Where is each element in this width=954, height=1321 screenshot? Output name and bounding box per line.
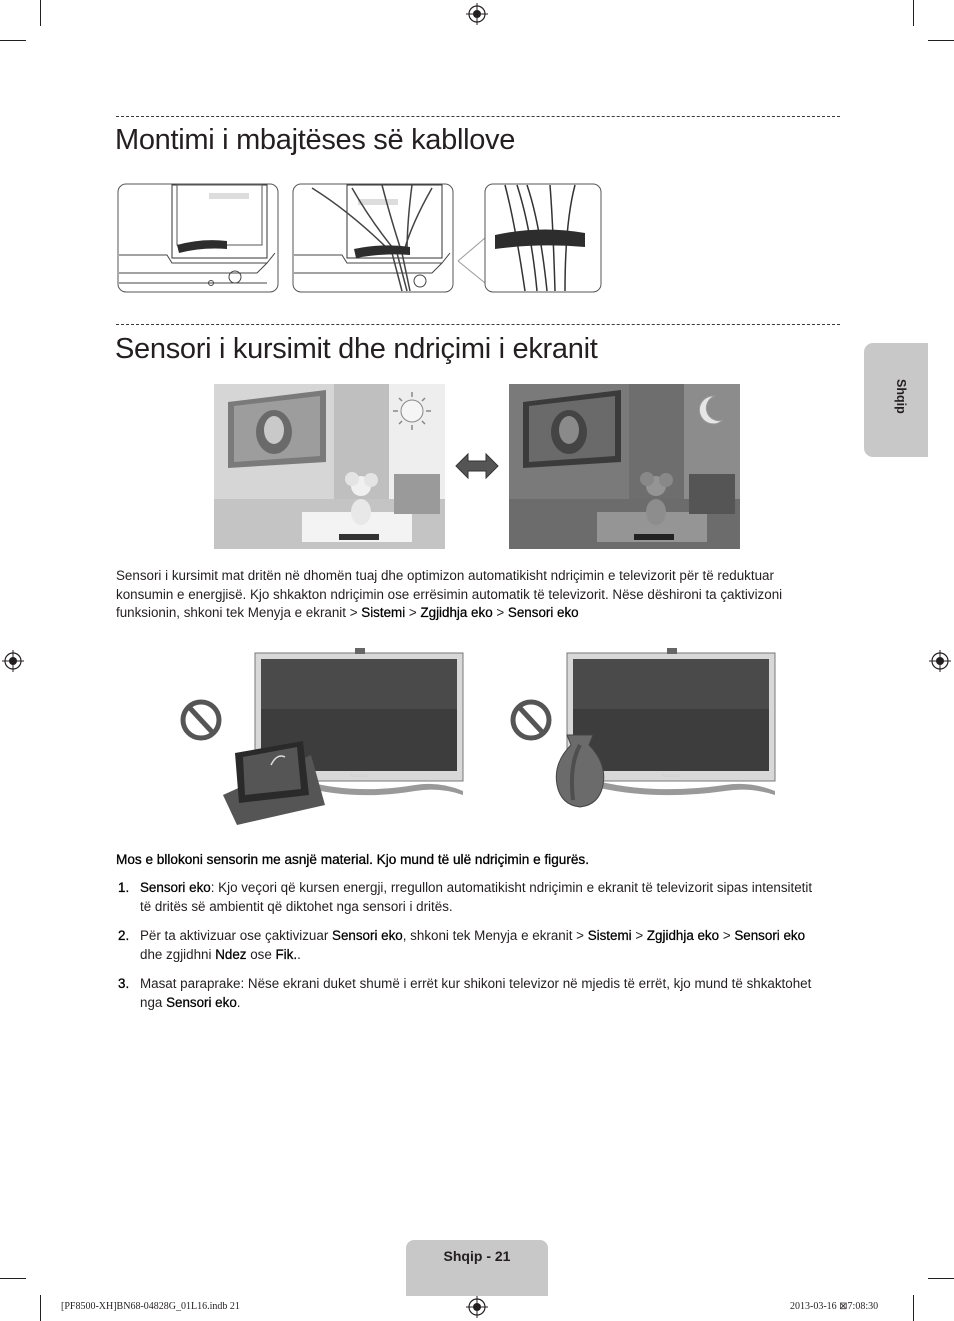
eco-sensor-steps — [116, 878, 840, 1022]
svg-text:SAMSUNG: SAMSUNG — [350, 774, 368, 778]
prohibited-icon — [513, 702, 549, 738]
cable-holder-step3-illustration — [455, 183, 603, 293]
page-number-tab — [406, 1240, 548, 1296]
crop-mark — [40, 1295, 41, 1321]
page-number: Shqip - 21 — [443, 1248, 511, 1264]
double-arrow-icon — [454, 450, 500, 482]
warning-note: Mos e bllokoni sensorin me asnjë material. Kjo mund të ulë ndriçimin e figurës. — [116, 852, 589, 867]
crop-mark — [40, 0, 41, 26]
footer-file-info: [PF8500-XH]BN68-04828G_01L16.indb 21 — [61, 1301, 240, 1312]
eco-sensor-intro: Sensori i kursimit mat dritën në dhomën tuaj dhe optimizon automatikisht ndriçimin e televizorit për të reduktuar konsumin e energjisë. Kjo shkakton ndriçimin ose errësimin automatik të televizorit. Nëse dëshironi ta çaktivizoni funksionin, shkoni tek Menyja e ekranit > Sistemi > Zgjidhja eko > Sensori eko — [116, 568, 783, 620]
registration-mark-icon — [929, 650, 951, 672]
tv-blocked-by-vase-illustration — [505, 645, 780, 815]
cable-holder-step2-illustration — [292, 183, 454, 293]
registration-mark-icon — [466, 1296, 488, 1318]
list-item: 3. Masat paraprake: Nëse ekrani duket shumë i errët kur shikoni televizor në mjedis të errët, kjo mund të shkaktohet nga Sensori eko. — [118, 976, 812, 1010]
bright-room-illustration — [214, 384, 445, 549]
section-title-cable-holder: Montimi i mbajtëses së kabllove — [115, 124, 516, 156]
list-item: 1. Sensori eko: Kjo veçori që kursen energji, rregullon automatikisht ndriçimin e ekranit të televizorit sipas intensitetit të dritës së ambientit që diktohet nga sensori i dritës. — [118, 880, 813, 914]
registration-mark-icon — [466, 3, 488, 25]
dark-room-illustration — [509, 384, 740, 549]
registration-mark-icon — [2, 650, 24, 672]
side-tab-label: Shqip — [894, 379, 908, 414]
crop-mark — [913, 1295, 914, 1321]
crop-mark — [0, 40, 26, 41]
list-item: 2. Për ta aktivizuar ose çaktivizuar Sensori eko, shkoni tek Menyja e ekranit > Sistemi > Zgjidhja eko > Sensori eko dhe zgjidhni Ndez ose Fik.. — [118, 928, 806, 962]
svg-text:SAMSUNG: SAMSUNG — [662, 774, 680, 778]
section-divider — [116, 116, 840, 117]
tv-blocked-by-frame-illustration — [175, 645, 470, 825]
crop-mark — [913, 0, 914, 26]
crop-mark — [928, 40, 954, 41]
section-title-eco-sensor: Sensori i kursimit dhe ndriçimi i ekranit — [115, 333, 598, 365]
crop-mark — [928, 1278, 954, 1279]
language-side-tab — [864, 343, 928, 457]
footer-timestamp: 2013-03-16 ⊠7:08:30 — [790, 1301, 879, 1312]
crop-mark — [0, 1278, 26, 1279]
cable-holder-step1-illustration — [117, 183, 279, 293]
prohibited-icon — [183, 702, 219, 738]
section-divider — [116, 324, 840, 325]
